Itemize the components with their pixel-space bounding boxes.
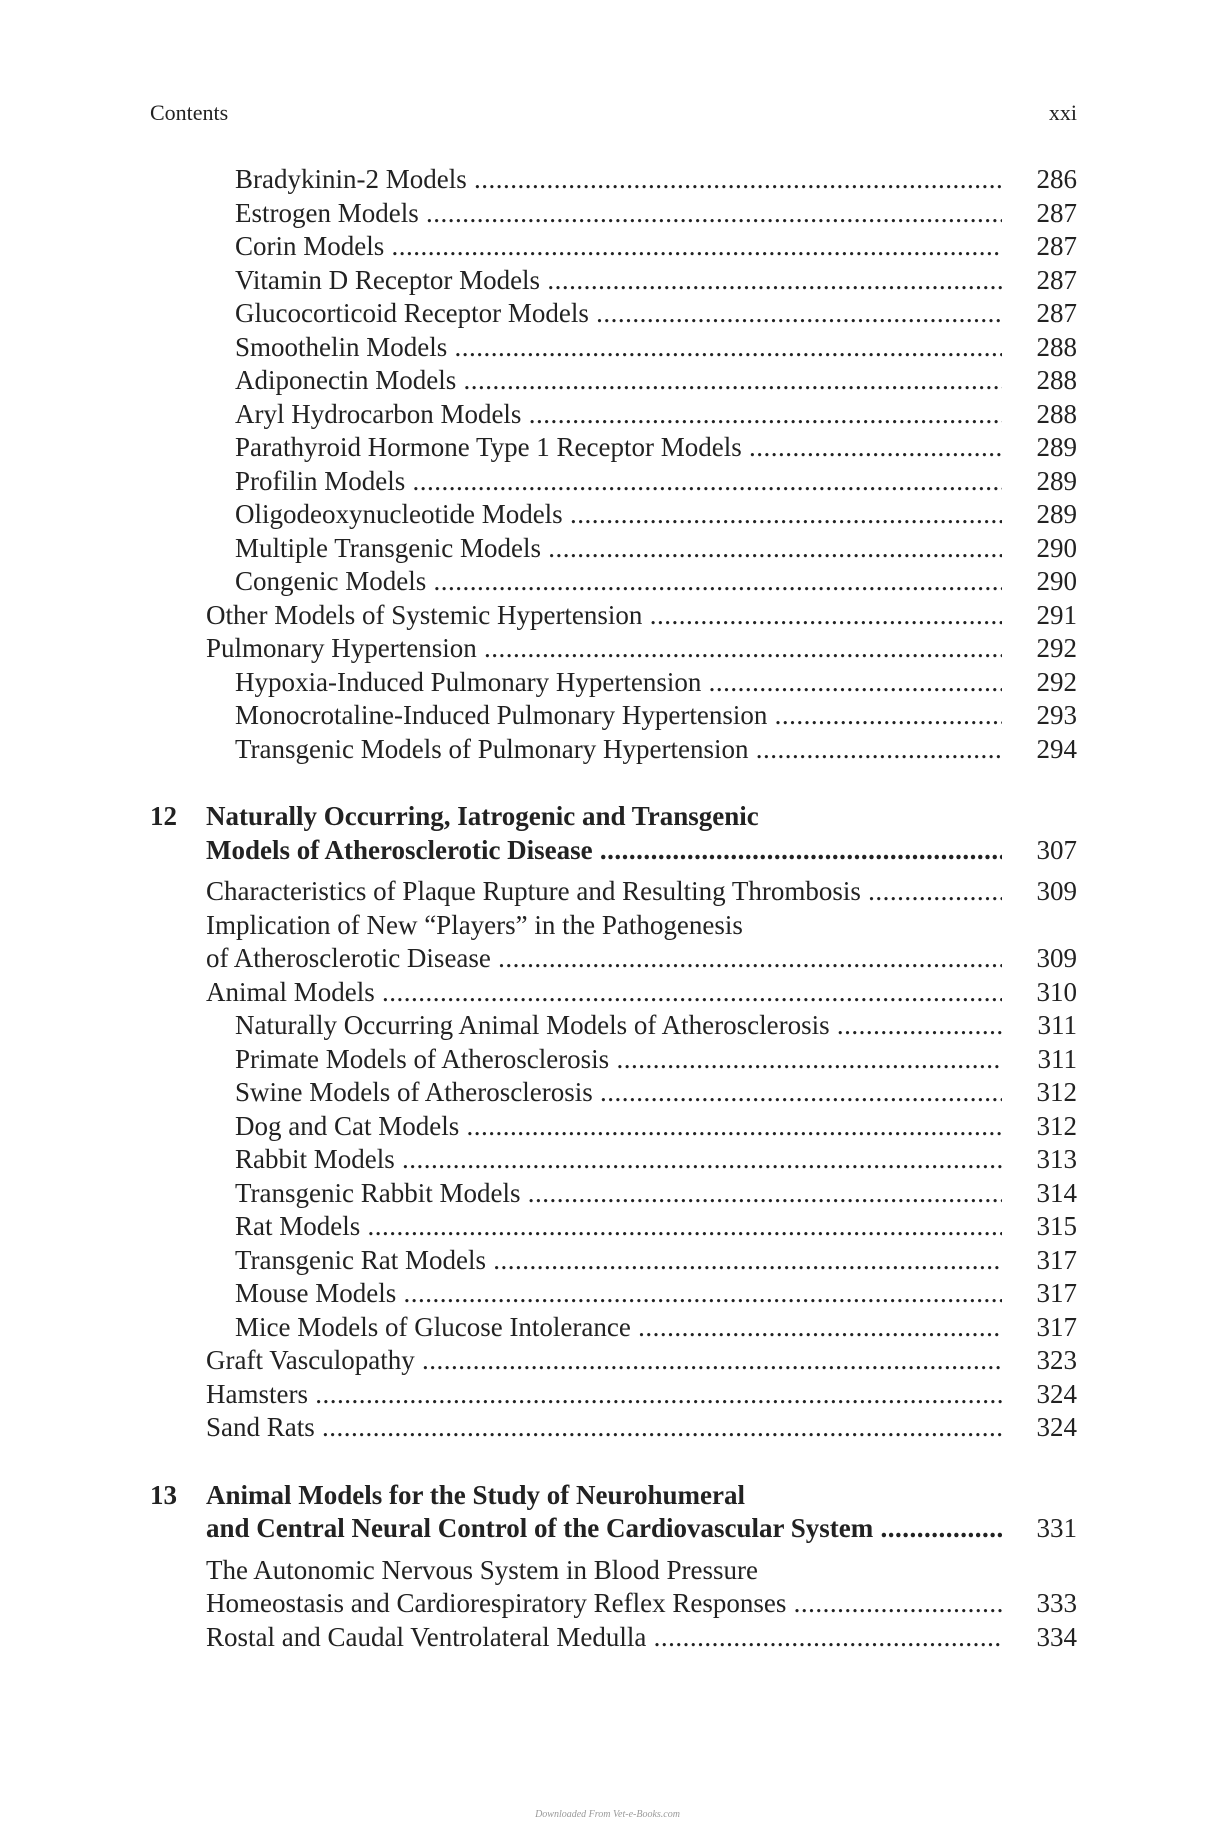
toc-entry-title: Implication of New “Players” in the Pathogenesis <box>206 909 743 940</box>
toc-entry[interactable] <box>150 976 1077 1010</box>
toc-subentry[interactable] <box>150 197 1077 231</box>
toc-page-number: 289 <box>1036 499 1077 529</box>
toc-entry-title: Glucocorticoid Receptor Models ..... <box>235 297 1002 331</box>
toc-page-number: 289 <box>1036 465 1077 496</box>
toc-subentry[interactable] <box>150 532 1077 566</box>
toc-entry-title: Smoothelin Models ..... <box>235 331 1002 365</box>
toc-subentry[interactable] <box>150 1076 1077 1110</box>
toc-entry-title: Primate Models of Atherosclerosis ..... <box>235 1043 1002 1077</box>
toc-entry-title: Congenic Models ..... <box>235 565 1002 599</box>
toc-entry[interactable] <box>150 1411 1077 1445</box>
toc-page-number: 291 <box>1036 599 1077 630</box>
toc-subentry[interactable] <box>150 1311 1077 1345</box>
toc-entry-title: Dog and Cat Models ..... <box>235 1110 1002 1144</box>
toc-entry-title: Adiponectin Models ..... <box>235 364 1002 398</box>
toc-entry[interactable] <box>150 1621 1077 1655</box>
toc-page-number: 310 <box>1036 976 1077 1007</box>
toc-entry-title: Models of Atherosclerotic Disease ..... <box>206 834 1002 868</box>
toc-page-number: 311 <box>1037 1010 1077 1040</box>
toc-entry[interactable] <box>150 875 1077 909</box>
toc-subentry[interactable] <box>150 297 1077 331</box>
toc-entry-title: Homeostasis and Cardiorespiratory Reflex Responses ..... <box>206 1587 1002 1621</box>
table-of-contents <box>150 163 1077 1654</box>
toc-page-number: 334 <box>1036 1621 1077 1652</box>
toc-entry-title: Transgenic Rat Models ..... <box>235 1244 1002 1278</box>
toc-entry[interactable] <box>150 599 1077 633</box>
toc-subentry[interactable] <box>150 1210 1077 1244</box>
toc-subentry[interactable] <box>150 364 1077 398</box>
toc-entry-title: Hypoxia-Induced Pulmonary Hypertension ..... <box>235 666 1002 700</box>
toc-entry-title: Transgenic Models of Pulmonary Hypertension ..... <box>235 733 1002 767</box>
section-spacer <box>150 867 1077 875</box>
toc-entry-title: Animal Models for the Study of Neurohumeral <box>206 1479 745 1510</box>
toc-page-number: 288 <box>1036 398 1077 429</box>
toc-entry-title: Monocrotaline-Induced Pulmonary Hypertension ..... <box>235 699 1002 733</box>
chapter-heading[interactable] <box>150 1479 1077 1513</box>
toc-page-number: 312 <box>1036 1077 1077 1107</box>
toc-subentry[interactable] <box>150 666 1077 700</box>
toc-page-number: 287 <box>1036 231 1077 261</box>
toc-page-number: 293 <box>1036 700 1077 730</box>
toc-entry-title: Other Models of Systemic Hypertension ..... <box>206 599 1002 633</box>
toc-subentry[interactable] <box>150 465 1077 499</box>
toc-entry[interactable] <box>150 909 1077 943</box>
section-spacer <box>150 1546 1077 1554</box>
toc-page-number: 287 <box>1036 197 1077 228</box>
toc-entry-title: Sand Rats ..... <box>206 1411 1002 1445</box>
toc-page-number: 311 <box>1037 1043 1077 1074</box>
toc-page-number: 286 <box>1036 164 1077 194</box>
toc-entry-title: Vitamin D Receptor Models ..... <box>235 264 1002 298</box>
toc-page-number: 287 <box>1036 264 1077 295</box>
running-head-section: Contents <box>150 100 229 125</box>
toc-subentry[interactable] <box>150 398 1077 432</box>
toc-page-number: 312 <box>1036 1110 1077 1141</box>
toc-entry-title: Rabbit Models ..... <box>235 1143 1002 1177</box>
toc-entry-title: Hamsters ..... <box>206 1378 1002 1412</box>
page-number-roman: xxi <box>1048 100 1077 125</box>
toc-entry-title: Rat Models ..... <box>235 1210 1002 1244</box>
toc-entry-title: and Central Neural Control of the Cardiovascular System ..... <box>206 1512 1002 1546</box>
toc-entry-title: Swine Models of Atherosclerosis ..... <box>235 1076 1002 1110</box>
toc-page-number: 315 <box>1036 1211 1077 1241</box>
section-spacer <box>150 766 1077 800</box>
toc-entry-title: Bradykinin-2 Models ..... <box>235 163 1002 197</box>
toc-entry-title: Oligodeoxynucleotide Models ..... <box>235 498 1002 532</box>
toc-subentry[interactable] <box>150 498 1077 532</box>
toc-page-number: 294 <box>1036 733 1077 764</box>
chapter-number: 12 <box>150 801 177 831</box>
toc-entry-title: Naturally Occurring Animal Models of Atherosclerosis ..... <box>235 1009 1002 1043</box>
running-head <box>150 100 1077 126</box>
toc-entry-title: Multiple Transgenic Models ..... <box>235 532 1002 566</box>
chapter-number: 13 <box>150 1479 177 1510</box>
toc-entry-title: Mouse Models ..... <box>235 1277 1002 1311</box>
toc-page-number: 333 <box>1036 1588 1077 1618</box>
toc-subentry[interactable] <box>150 565 1077 599</box>
toc-page-number: 307 <box>1036 834 1077 865</box>
toc-entry-title: Naturally Occurring, Iatrogenic and Transgenic <box>206 801 759 831</box>
toc-entry-title: Parathyroid Hormone Type 1 Receptor Models ..... <box>235 431 1002 465</box>
toc-subentry[interactable] <box>150 1143 1077 1177</box>
toc-page-number: 313 <box>1036 1144 1077 1174</box>
toc-page-number: 287 <box>1036 298 1077 328</box>
toc-entry-title: Rostal and Caudal Ventrolateral Medulla ..... <box>206 1621 1002 1655</box>
toc-entry-title: Graft Vasculopathy ..... <box>206 1344 1002 1378</box>
toc-entry-continued[interactable] <box>150 942 1077 976</box>
toc-entry[interactable] <box>150 1378 1077 1412</box>
toc-entry[interactable] <box>150 632 1077 666</box>
toc-entry-title: of Atherosclerotic Disease ..... <box>206 942 1002 976</box>
toc-page-number: 317 <box>1036 1244 1077 1275</box>
toc-subentry[interactable] <box>150 431 1077 465</box>
toc-subentry[interactable] <box>150 1177 1077 1211</box>
toc-page-number: 309 <box>1036 943 1077 973</box>
toc-page-number: 309 <box>1036 876 1077 906</box>
toc-entry-title: Aryl Hydrocarbon Models ..... <box>235 398 1002 432</box>
toc-entry-title: The Autonomic Nervous System in Blood Pressure <box>206 1554 758 1585</box>
toc-subentry[interactable] <box>150 733 1077 767</box>
toc-page-number: 290 <box>1036 566 1077 596</box>
toc-subentry[interactable] <box>150 1110 1077 1144</box>
toc-page-number: 323 <box>1036 1345 1077 1375</box>
toc-entry-title: Mice Models of Glucose Intolerance ..... <box>235 1311 1002 1345</box>
section-spacer <box>150 1445 1077 1479</box>
toc-entry-title: Estrogen Models ..... <box>235 197 1002 231</box>
toc-entry-title: Transgenic Rabbit Models ..... <box>235 1177 1002 1211</box>
toc-entry-title: Corin Models ..... <box>235 230 1002 264</box>
toc-subentry[interactable] <box>150 163 1077 197</box>
toc-page-number: 288 <box>1036 365 1077 395</box>
toc-page-number: 292 <box>1036 633 1077 663</box>
toc-page-number: 317 <box>1036 1311 1077 1342</box>
toc-page-number: 289 <box>1036 432 1077 462</box>
toc-entry-title: Animal Models ..... <box>206 976 1002 1010</box>
toc-subentry[interactable] <box>150 1244 1077 1278</box>
toc-subentry[interactable] <box>150 264 1077 298</box>
toc-entry[interactable] <box>150 1344 1077 1378</box>
toc-page-number: 290 <box>1036 532 1077 563</box>
toc-subentry[interactable] <box>150 1043 1077 1077</box>
toc-entry-continued[interactable] <box>150 1587 1077 1621</box>
toc-entry-title: Profilin Models ..... <box>235 465 1002 499</box>
toc-page-number: 324 <box>1036 1412 1077 1442</box>
toc-entry-title: Characteristics of Plaque Rupture and Resulting Thrombosis ..... <box>206 875 1002 909</box>
chapter-heading-line2[interactable] <box>150 834 1077 868</box>
toc-page-number: 331 <box>1036 1513 1077 1543</box>
toc-page-number: 314 <box>1036 1177 1077 1208</box>
toc-subentry[interactable] <box>150 331 1077 365</box>
chapter-heading[interactable] <box>150 800 1077 834</box>
toc-page-number: 317 <box>1036 1278 1077 1308</box>
toc-subentry[interactable] <box>150 1277 1077 1311</box>
watermark-text: Downloaded From Vet-e-Books.com <box>535 1809 680 1820</box>
toc-entry-title: Pulmonary Hypertension ..... <box>206 632 1002 666</box>
chapter-heading-line2[interactable] <box>150 1512 1077 1546</box>
toc-subentry[interactable] <box>150 230 1077 264</box>
toc-page-number: 324 <box>1036 1378 1077 1409</box>
toc-page-number: 292 <box>1036 666 1077 697</box>
toc-subentry[interactable] <box>150 1009 1077 1043</box>
toc-page-number: 288 <box>1036 331 1077 362</box>
toc-subentry[interactable] <box>150 699 1077 733</box>
toc-entry[interactable] <box>150 1554 1077 1588</box>
